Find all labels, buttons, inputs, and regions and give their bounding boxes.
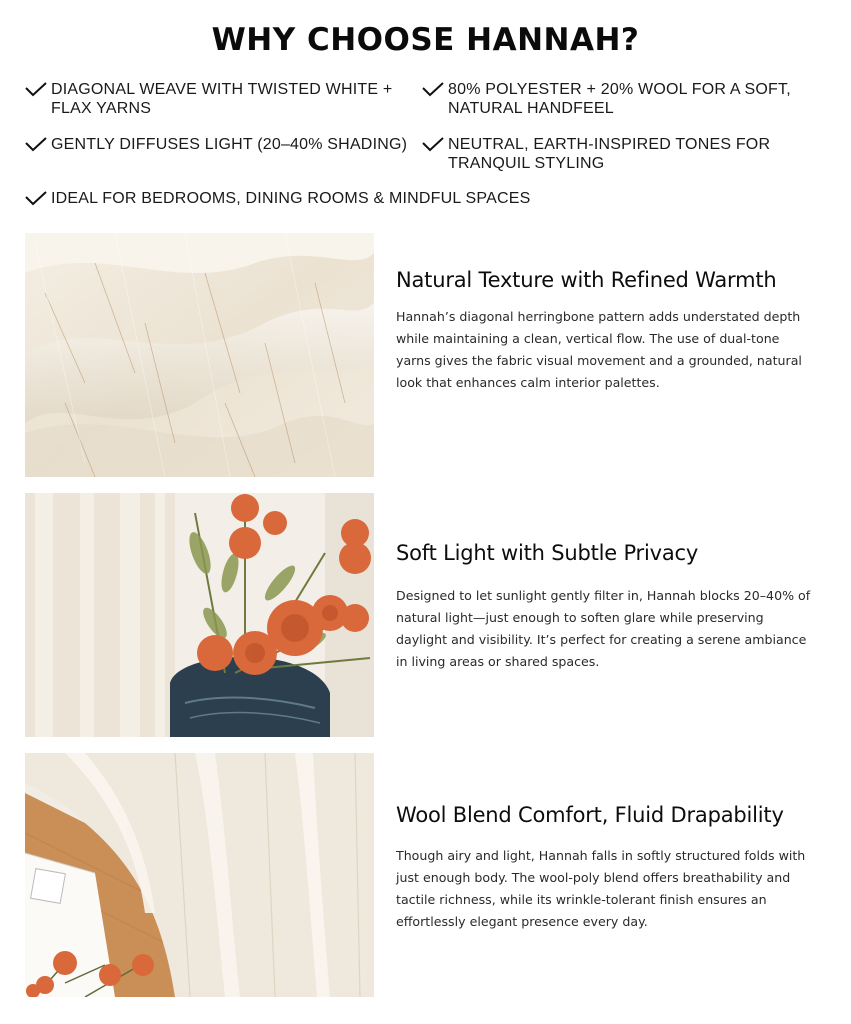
section-body: Hannah’s diagonal herringbone pattern adds understated depth while maintaining a clean, vertical flow. The use of dual-tone yarns gives the fabric visual movement and a grounded, natural look that enhances calm interior palettes. (396, 309, 802, 390)
feature-text: DIAGONAL WEAVE WITH TWISTED WHITE + FLAX YARNS (51, 81, 393, 117)
section-body: Designed to let sunlight gently filter in, Hannah blocks 20–40% of natural light—just enough to soften glare while preserving daylight and visibility. It’s perfect for creating a serene ambiance in living areas or shared spaces. (396, 588, 811, 669)
curtain-flowers-photo (25, 493, 374, 737)
feature-text: NEUTRAL, EARTH-INSPIRED TONES FOR TRANQUIL STYLING (448, 136, 771, 172)
feature-item (422, 81, 822, 118)
feature-item (25, 81, 395, 118)
checkmark-icon (25, 191, 51, 211)
feature-item (25, 190, 585, 211)
section-heading: Soft Light with Subtle Privacy (396, 541, 699, 565)
fabric-texture-photo (25, 233, 374, 477)
section-body: Though airy and light, Hannah falls in softly structured folds with just enough body. The wool-poly blend offers breathability and tactile richness, while its wrinkle-tolerant finish ensures an effortlessly elegant presence every day. (396, 848, 806, 929)
feature-text: GENTLY DIFFUSES LIGHT (20–40% SHADING) (51, 136, 408, 153)
feature-text: 80% POLYESTER + 20% WOOL FOR A SOFT, NATURAL HANDFEEL (448, 81, 791, 117)
checkmark-icon (25, 137, 51, 157)
curtain-drape-photo (25, 753, 374, 997)
checkmark-icon (422, 137, 448, 157)
feature-item (25, 136, 415, 157)
feature-text: IDEAL FOR BEDROOMS, DINING ROOMS & MINDFUL SPACES (51, 190, 531, 207)
checkmark-icon (25, 82, 51, 102)
page-title: WHY CHOOSE HANNAH? (211, 22, 640, 58)
section-heading: Wool Blend Comfort, Fluid Drapability (396, 803, 784, 827)
section-heading: Natural Texture with Refined Warmth (396, 268, 777, 292)
checkmark-icon (422, 82, 448, 102)
feature-item (422, 136, 802, 173)
